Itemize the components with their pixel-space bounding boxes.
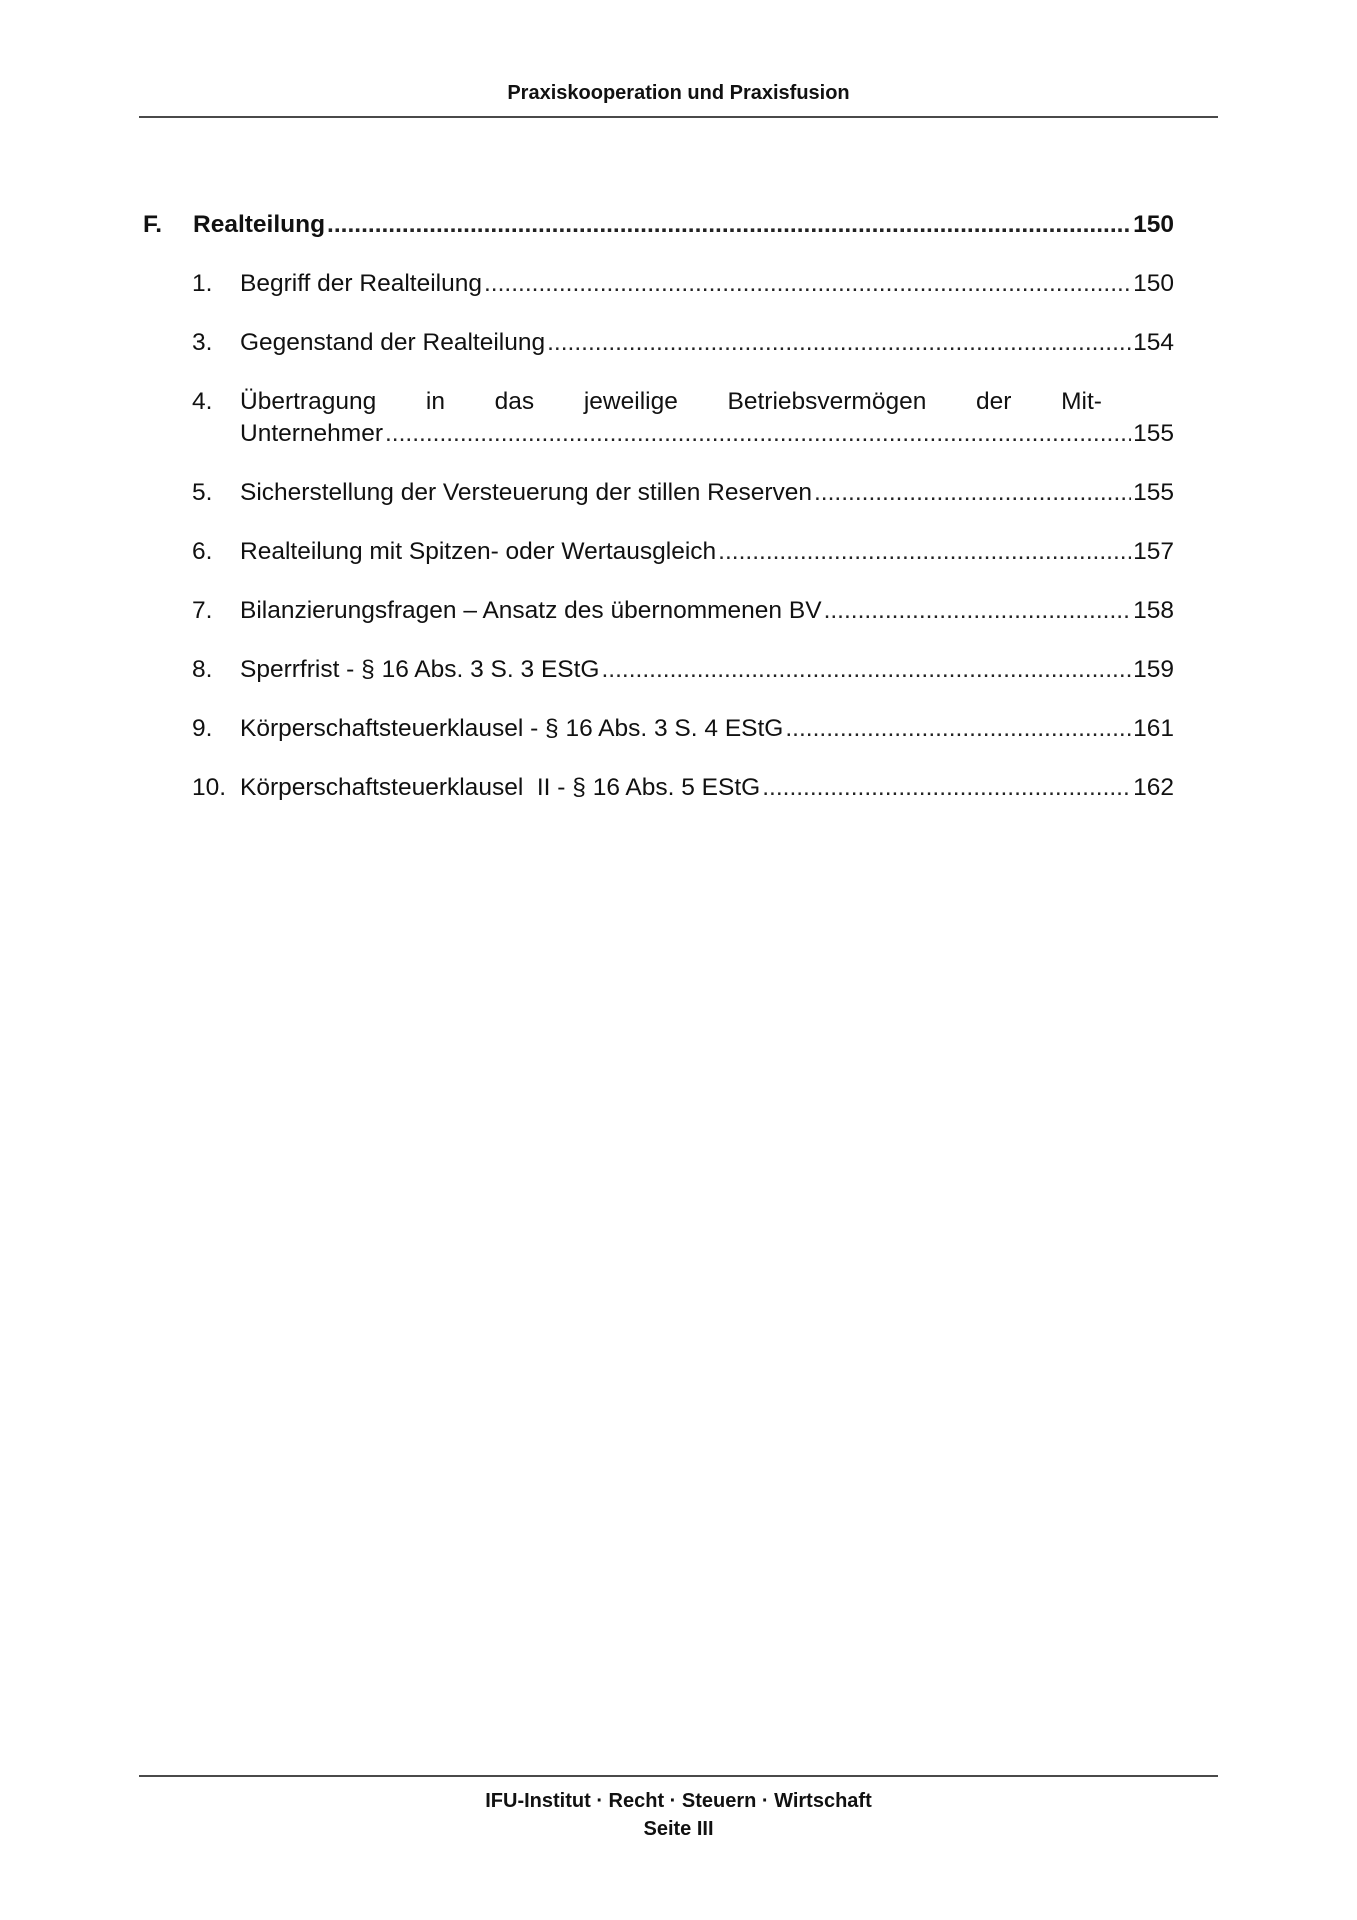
document-title: Praxiskooperation und Praxisfusion: [507, 82, 850, 104]
word: Übertragung: [240, 388, 377, 415]
toc-item[interactable]: [143, 713, 1174, 745]
toc-item-title[interactable]: Begriff der Realteilung: [240, 270, 482, 297]
toc-item-number: 8.: [192, 656, 213, 683]
toc-item[interactable]: [143, 477, 1174, 509]
toc-item-page: 159: [1133, 656, 1174, 683]
toc-item-number: 1.: [192, 270, 213, 297]
toc-item-number: 10.: [192, 774, 227, 801]
toc-item-number: 5.: [192, 479, 213, 506]
dot-leader: [814, 477, 1131, 509]
toc-item[interactable]: [143, 386, 1174, 450]
word: das: [494, 388, 535, 415]
toc-item-number: 6.: [192, 538, 213, 565]
toc-item-title-line1[interactable]: [240, 386, 1102, 418]
toc-item[interactable]: [143, 654, 1174, 686]
toc-item-number: 4.: [192, 388, 213, 415]
toc-item-page: 154: [1133, 329, 1174, 356]
dot-leader: [785, 713, 1131, 745]
toc-item-page: 162: [1133, 774, 1174, 801]
dot-leader: [718, 536, 1131, 568]
dot-leader: [824, 595, 1132, 627]
header-divider: [139, 116, 1218, 118]
toc-item-title[interactable]: Körperschaftsteuerklausel II - § 16 Abs. 5 EStG: [240, 774, 761, 801]
toc-item-title[interactable]: Sperrfrist - § 16 Abs. 3 S. 3 EStG: [240, 656, 600, 683]
word: jeweilige: [583, 388, 678, 415]
toc-item-title[interactable]: Sicherstellung der Versteuerung der stillen Reserven: [240, 479, 812, 506]
toc-item-page: 157: [1133, 538, 1174, 565]
toc-item-title[interactable]: Gegenstand der Realteilung: [240, 329, 546, 356]
footer-divider: [139, 1775, 1218, 1777]
dot-leader: [602, 654, 1132, 686]
toc-section-page: 150: [1133, 211, 1174, 238]
dot-leader: [327, 209, 1131, 241]
toc-item-title[interactable]: Bilanzierungsfragen – Ansatz des übernommenen BV: [240, 597, 822, 624]
toc-item-number: 3.: [192, 329, 213, 356]
page-number: Seite III: [643, 1818, 714, 1840]
toc-item-title[interactable]: Körperschaftsteuerklausel - § 16 Abs. 3 S. 4 EStG: [240, 715, 784, 742]
word: Mit-: [1061, 388, 1102, 415]
toc-item-page: 161: [1133, 715, 1174, 742]
footer-publisher: IFU-Institut · Recht · Steuern · Wirtschaft: [485, 1790, 872, 1812]
toc-item-number: 7.: [192, 597, 213, 624]
toc-item[interactable]: [143, 595, 1174, 627]
word: der: [976, 388, 1012, 415]
dot-leader: [484, 268, 1131, 300]
dot-leader: [385, 418, 1131, 450]
word: in: [425, 388, 445, 415]
toc-item[interactable]: [143, 772, 1174, 804]
toc-item-title-line2[interactable]: Unternehmer: [240, 420, 383, 447]
toc-item-title[interactable]: Realteilung mit Spitzen- oder Wertausgleich: [240, 538, 717, 565]
toc-item[interactable]: [143, 268, 1174, 300]
word: Betriebsvermögen: [727, 388, 927, 415]
toc-item-number: 9.: [192, 715, 213, 742]
toc-section-title[interactable]: Realteilung: [193, 211, 326, 238]
toc-item[interactable]: [143, 536, 1174, 568]
toc-item-page: 150: [1133, 270, 1174, 297]
toc-section-f[interactable]: [143, 209, 1174, 241]
toc-item-page: 158: [1133, 597, 1174, 624]
dot-leader: [762, 772, 1131, 804]
toc-item[interactable]: [143, 327, 1174, 359]
dot-leader: [547, 327, 1131, 359]
toc-item-page: 155: [1133, 420, 1174, 447]
page-footer: [0, 1787, 1357, 1843]
toc-item-page: 155: [1133, 479, 1174, 506]
toc-section-number: F.: [143, 211, 163, 238]
